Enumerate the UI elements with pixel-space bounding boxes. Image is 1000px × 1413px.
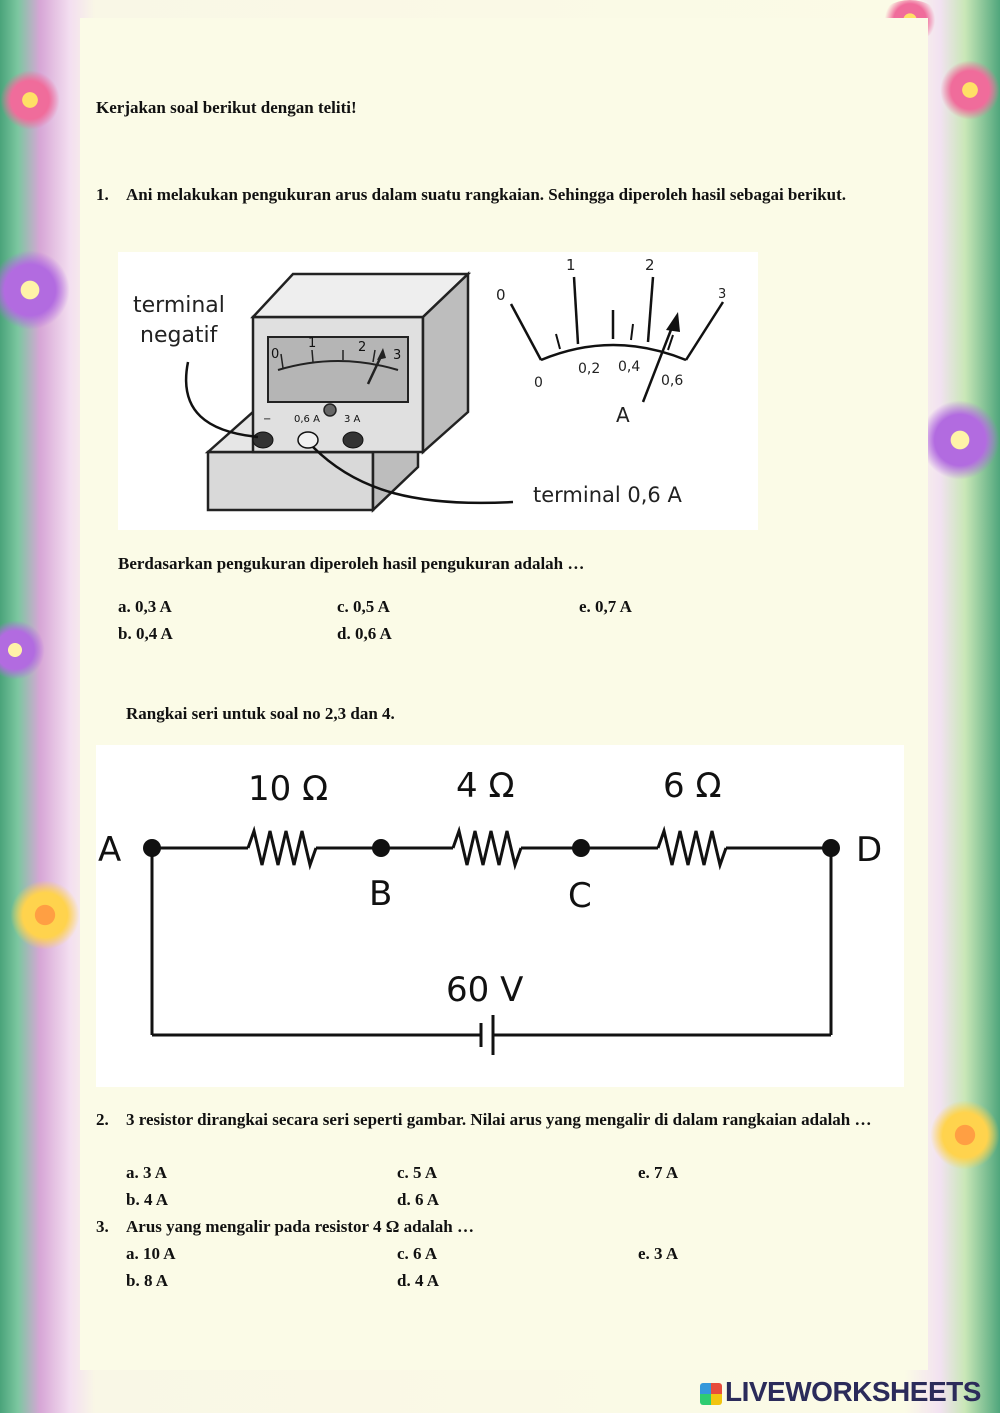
ammeter-illustration (118, 252, 758, 530)
scale-top-1: 1 (566, 256, 576, 274)
scale-bottom-04: 0,4 (618, 359, 641, 375)
q3-option-e[interactable]: e. 3 A (638, 1244, 679, 1263)
q2-number: 2. (96, 1110, 109, 1129)
q1-option-e[interactable]: e. 0,7 A (579, 597, 632, 616)
q2-option-a[interactable]: a. 3 A (126, 1163, 168, 1182)
label-terminal-06: terminal 0,6 A (533, 483, 682, 507)
circuit-figure (96, 745, 904, 1087)
worksheet-paper (80, 18, 928, 1370)
decor-flower (0, 70, 60, 130)
q3-option-d[interactable]: d. 4 A (397, 1271, 440, 1290)
node-b: B (369, 874, 393, 914)
resistor-label-4: 4 Ω (456, 766, 515, 806)
q3-option-a[interactable]: a. 10 A (126, 1244, 176, 1263)
label-terminal: terminal (133, 293, 225, 318)
label-negatif: negatif (140, 323, 218, 348)
dial-tick-2: 2 (358, 340, 367, 355)
scale-bottom-06: 0,6 (661, 373, 684, 389)
q2-option-c[interactable]: c. 5 A (397, 1163, 438, 1182)
q2-option-d[interactable]: d. 6 A (397, 1190, 440, 1209)
scale-unit: A (616, 403, 630, 427)
q2-option-b[interactable]: b. 4 A (126, 1190, 169, 1209)
q1-text: Ani melakukan pengukuran arus dalam suatu rangkaian. Sehingga diperoleh hasil sebagai berikut. (126, 185, 847, 204)
q3-option-c[interactable]: c. 6 A (397, 1244, 438, 1263)
node-d: D (856, 830, 883, 870)
dial-tick-0: 0 (271, 347, 280, 362)
decor-flower (920, 400, 1000, 480)
scale-top-3: 3 (718, 287, 727, 302)
instruction-text: Kerjakan soal berikut dengan teliti! (96, 98, 357, 117)
q3-option-b[interactable]: b. 8 A (126, 1271, 169, 1290)
resistor-label-10: 10 Ω (248, 769, 329, 809)
node-c: C (568, 876, 592, 916)
scale-top-0: 0 (496, 286, 506, 304)
decor-flower (940, 60, 1000, 120)
q1-number: 1. (96, 185, 109, 204)
terminal-3a-label: 3 A (344, 414, 361, 425)
q1-option-d[interactable]: d. 0,6 A (337, 624, 392, 643)
terminal-minus-label: − (263, 414, 272, 425)
q3-number: 3. (96, 1217, 109, 1236)
decor-flower (10, 880, 80, 950)
q1-option-b[interactable]: b. 0,4 A (118, 624, 173, 643)
terminal-06-label: 0,6 A (294, 414, 320, 425)
battery-voltage-label: 60 V (446, 970, 524, 1010)
scale-bottom-0: 0 (534, 375, 543, 391)
dial-tick-1: 1 (308, 336, 317, 351)
q2-option-e[interactable]: e. 7 A (638, 1163, 679, 1182)
dial-tick-3: 3 (393, 348, 402, 363)
resistor-label-6: 6 Ω (663, 766, 722, 806)
decor-flower (0, 620, 45, 680)
series-note: Rangkai seri untuk soal no 2,3 dan 4. (126, 704, 395, 723)
q2-text: 3 resistor dirangkai secara seri seperti gambar. Nilai arus yang mengalir di dalam rangkaian adalah … (126, 1110, 872, 1129)
q1-option-a[interactable]: a. 0,3 A (118, 597, 172, 616)
q1-option-c[interactable]: c. 0,5 A (337, 597, 390, 616)
series-circuit-diagram (96, 745, 904, 1087)
decor-flower (930, 1100, 1000, 1170)
ammeter-figure (118, 252, 758, 530)
liveworksheets-logo[interactable] (700, 1376, 981, 1408)
q3-text: Arus yang mengalir pada resistor 4 Ω adalah … (126, 1217, 474, 1236)
scale-bottom-02: 0,2 (578, 361, 601, 377)
node-a: A (98, 830, 122, 870)
logo-text: LIVEWORKSHEETS (725, 1376, 981, 1407)
liveworksheets-logo-icon (700, 1383, 722, 1405)
decor-flower (0, 250, 70, 330)
q1-prompt: Berdasarkan pengukuran diperoleh hasil pengukuran adalah … (118, 554, 585, 573)
scale-top-2: 2 (645, 256, 655, 274)
